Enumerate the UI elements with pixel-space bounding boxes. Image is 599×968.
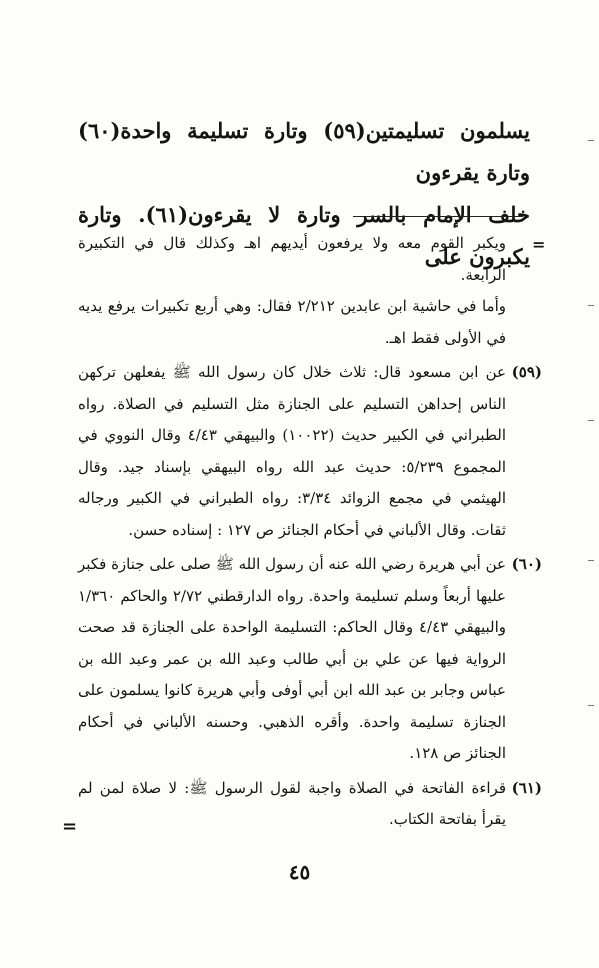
footnote-separator [353, 216, 523, 217]
continuation-mark: = [532, 235, 546, 254]
footnote-paragraph: قراءة الفاتحة في الصلاة واجبة لقول الرسول ﷺ: لا صلاة لمن لم يقرأ بفاتحة الكتاب. [78, 778, 506, 828]
edge-tick [588, 705, 594, 706]
footnotes [78, 228, 542, 839]
footnote-marker: (٦١) [511, 778, 542, 797]
footnote-paragraph: عن أبي هريرة رضي الله عنه أن رسول الله ﷺ صلى على جنازة فكبر عليها أربعاً وسلم تسليمة واحدة. رواه الدارقطني ٢/٧٢ والحاكم ١/٣٦٠ والبيهقي ٤/٤٣ وقال الحاكم: التسليمة الواحدة على الجنازة قد صحت الرواية فيها عن علي بن أبي طالب وعبد الله بن عمر وعبد الله بن عباس وجابر بن عبد الله ابن أبي أوفى وأبي هريرة كانوا يسلمون على الجنازة تسليمة واحدة. وأقره الذهبي. وحسنه الألباني في أحكام الجنائز ص ١٢٨. [78, 555, 506, 762]
footnote-paragraph: ويكبر القوم معه ولا يرفعون أيديهم اهـ وكذلك قال في التكبيرة الرابعة. [78, 234, 506, 284]
main-text-line-1: يسلمون تسليمتين(٥٩) وتارة تسليمة واحدة(٦٠) وتارة يقرءون [78, 118, 530, 185]
footnote-marker: (٥٩) [511, 363, 542, 381]
footnote-paragraph: عن ابن مسعود قال: ثلاث خلال كان رسول الله ﷺ يفعلهن تركهن الناس إحداهن التسليم على الجنازة مثل التسليم في الصلاة. رواه الطبراني في الكبير حديث (١٠٠٢٢) والبيهقي ٤/٤٣ وقال النووي في المجموع ٥/٢٣٩: حديث عبد الله رواه البيهقي بإسناد جيد. وقال الهيثمي في مجمع الزوائد ٣/٣٤: رواه الطبراني في الكبير ورجاله ثقات. وقال الألباني في أحكام الجنائز ص ١٢٧ : إسناده حسن. [78, 363, 506, 539]
end-continuation-mark: = [62, 816, 78, 837]
page-number: ٤٥ [288, 860, 311, 884]
footnote-paragraph: وأما في حاشية ابن عابدين ٢/٢١٢ فقال: وهي أربع تكبيرات يرفع يديه في الأولى فقط اهـ. [78, 297, 506, 347]
main-text-line-2: خلف الإمام بالسر وتارة لا يقرءون(٦١). وتارة يكبرون على [78, 202, 530, 269]
footnote-60 [78, 549, 542, 770]
footnote-continued [78, 228, 534, 354]
edge-tick [588, 420, 594, 421]
edge-tick [588, 560, 594, 561]
footnote-marker: (٦٠) [511, 555, 542, 573]
footnote-61 [78, 773, 542, 836]
edge-tick [588, 140, 594, 141]
edge-tick [588, 305, 594, 306]
footnote-59 [78, 357, 542, 546]
